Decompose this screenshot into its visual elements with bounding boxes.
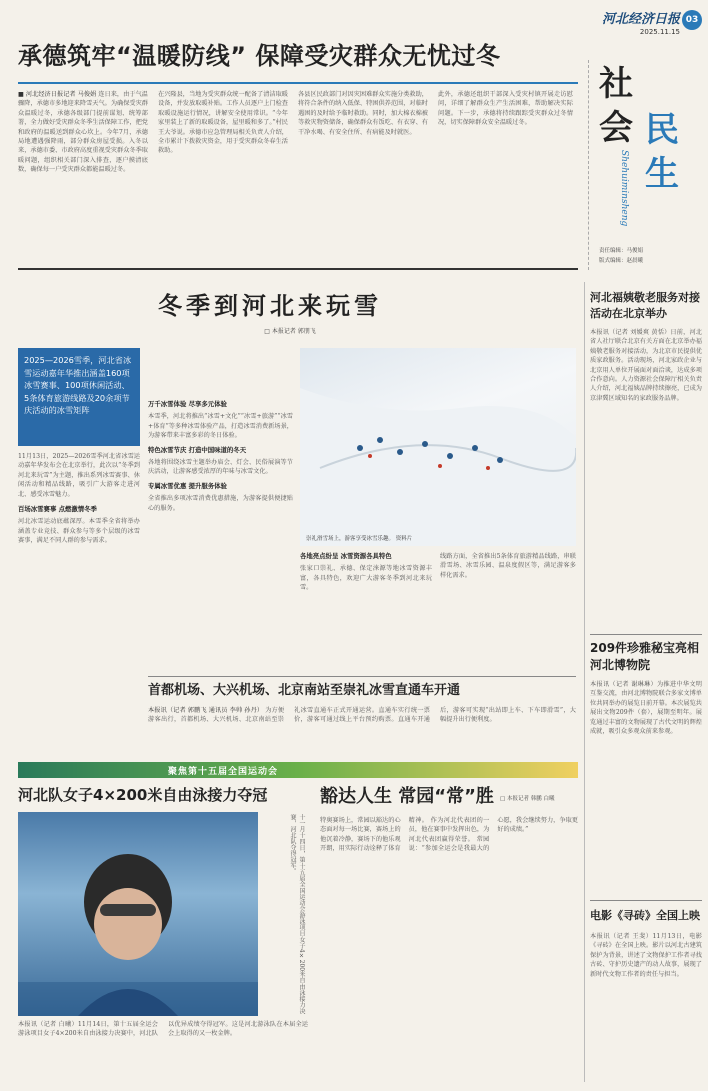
swim-headline: 河北队女子4×200米自由泳接力夺冠 bbox=[18, 786, 268, 804]
winter-col-mid-1 bbox=[148, 400, 293, 670]
right-rule-2 bbox=[590, 900, 702, 901]
section-editor: 责任编辑：马俊娟 bbox=[599, 248, 644, 254]
swimmer-illustration bbox=[18, 812, 258, 1016]
masthead bbox=[570, 6, 702, 46]
right-headline-3: 电影《寻砖》全国上映 bbox=[590, 909, 700, 922]
changyuan-body-2: 作为河北代表团的一员，他在赛事中发挥出色，为河北代表团赢得荣誉。 bbox=[408, 817, 490, 843]
right-headline-1: 河北福姨敬老服务对接活动在北京举办 bbox=[590, 291, 700, 320]
swim-body: 本报讯（记者 白曦）11月14日，第十五届全运会游泳项目女子4×200米自由泳接力决赛中，河北队以优异成绩夺得冠军。这是河北游泳队在本届全运会上取得的又一枚金牌。 bbox=[18, 1021, 308, 1038]
lead-headline: 承德筑牢“温暖防线” 保障受灾群众无忧过冬 bbox=[18, 42, 501, 70]
national-games-banner bbox=[18, 762, 578, 778]
lead-rule bbox=[18, 82, 578, 84]
right-rule-1 bbox=[590, 634, 702, 635]
right-headline-2: 209件珍雅秘宝亮相河北博物院 bbox=[590, 641, 700, 672]
lead-col-2: 在兴隆县，当地为受灾群众统一配备了清洁取暖设备，并发放取暖补贴。工作人员逐户上门检查取暖设施运行情况，讲解安全使用常识。“今年家里装上了新的取暖设备，屋里暖和多了。”村民王大爷说。承德市应急管理局相关负责人介绍，全市累计下拨救灾资金，用于受灾群众冬春生活救助。 bbox=[158, 91, 288, 155]
section-title-3: 民 bbox=[645, 110, 679, 150]
winter-mid-body-2: 各地将围绕冰雪主题举办庙会、灯会、民俗展演等节庆活动，让游客感受浓厚的年味与冰雪文化。 bbox=[148, 459, 293, 476]
masthead-paper-name: 河北经济日报 bbox=[601, 12, 680, 27]
lead-col-3: 各县区民政部门对因灾困难群众实施分类救助，将符合条件的纳入低保、特困供养范围，对临时遇困的及时给予临时救助。同时，加大棉衣棉被等救灾物资储备，确保群众有饭吃、有衣穿、有干净水喝、有安全住所、有病能及时就医。 bbox=[298, 91, 428, 136]
swim-side-caption: 十一月十四日，第十五届全国运动会游泳项目女子4×200米自由泳接力决赛，河北队夺得冠军。 bbox=[289, 814, 305, 1014]
right-column-divider bbox=[584, 282, 585, 1082]
winter-mid-body-1: 本雪季，河北将推出“冰雪+文化”“冰雪+旅游”“冰雪+体育”等多种冰雪体验产品，打造冰雪消费新场景，为游客带来丰富多彩的冬日体验。 bbox=[148, 413, 293, 440]
airport-rule bbox=[148, 676, 576, 677]
section-pinyin: Shehuiminsheng bbox=[619, 150, 629, 227]
section-designer: 版式编辑：赵晨曦 bbox=[599, 258, 644, 264]
winter-body-1: 11月13日，2025—2026雪季河北省冰雪运动嘉年华发布会在北京举行，此次以“冬季到河北来玩雪”为主题，推出系列冰雪赛事、休闲活动和精品线路，吸引广大游客走进河北、感受冰雪魅力。 bbox=[18, 453, 140, 498]
right-text-3: 本报讯（记者 王斐）11月13日，电影《寻砖》在全国上映。影片以河北古建筑保护为背景，讲述了文物保护工作者寻找古砖、守护历史遗产的动人故事，展现了新时代文物工作者的责任与担当。 bbox=[590, 933, 702, 978]
winter-sub-2: 万千冰雪体验 尽享多元体验 bbox=[148, 400, 227, 408]
section-badge bbox=[588, 60, 701, 270]
section-title-4: 生 bbox=[645, 154, 679, 194]
winter-byline: □ 本报记者 郭朋飞 bbox=[264, 328, 316, 335]
skiers-illustration bbox=[300, 348, 576, 546]
lead-bottom-rule bbox=[18, 268, 578, 270]
swimmer-photo bbox=[18, 812, 258, 1016]
airport-headline: 首都机场、大兴机场、北京南站至崇礼冰雪直通车开通 bbox=[148, 683, 461, 698]
section-title-2: 会 bbox=[599, 108, 633, 148]
right-text-1: 本报讯（记者 刘媛爽 黄恬）日前，河北省人社厅联合北京有关方面在北京举办福姨敬老服务对接活动，为北京市民提供优质家政服务。活动现场，河北家政企业与北京用人单位开展面对面洽谈，达成多项合作意向。人力资源社会保障厅相关负责人介绍，河北福姨品牌持续擦亮，已成为京津冀区域知名的家政服务品牌。 bbox=[590, 329, 702, 402]
airport-body bbox=[148, 706, 576, 756]
banner-label: 聚焦第十五届全国运动会 bbox=[168, 767, 279, 777]
winter-col-left bbox=[18, 452, 140, 722]
right-text-2: 本报讯（记者 谢琳琳）为推进中华文明互鉴交流，由河北博物院联合多家文博单位共同举办的展览日前开幕。本次展览共展出文物209件（套），展期至明年。展览通过丰富的文物展现了古代文明的辉煌成就，吸引众多观众前来参观。 bbox=[590, 681, 702, 736]
winter-mid-body-3: 全省推出多项冰雪消费优惠措施，为游客提供便捷贴心的服务。 bbox=[148, 495, 293, 512]
lead-col-1 bbox=[18, 90, 148, 260]
lead-intro: ■ 河北经济日报记者 马俊娟 bbox=[18, 91, 97, 98]
winter-sub-1: 百场冰雪赛事 点燃激情冬季 bbox=[18, 505, 97, 514]
winter-sub-4: 专属冰雪优惠 提升服务体验 bbox=[148, 481, 227, 490]
winter-col-mid-2 bbox=[300, 552, 432, 672]
winter-pull-quote: 2025—2026雪季，河北省冰雪运动嘉年华推出涵盖160项冰雪赛事、100项休闲活动、5条体育旅游线路及20余项节庆活动的冰雪矩阵 bbox=[18, 348, 140, 446]
winter-photo-caption: 崇礼滑雪场上，游客享受冰雪乐趣。 资料片 bbox=[306, 536, 413, 542]
changyuan-body-1: 特奥赛场上，常园以豁达的心态面对每一场比赛，赛场上的他沉着冷静，赛场下的他乐观开朗，用实际行动诠释了体育精神。 bbox=[320, 817, 429, 853]
changyuan-byline: □ 本报记者 韩鹏 白曦 bbox=[500, 796, 555, 802]
winter-headline: 冬季到河北来玩雪 bbox=[158, 292, 382, 320]
winter-sub-5: 各地亮点纷呈 冰雪资源各具特色 bbox=[300, 552, 392, 560]
section-title-1: 社 bbox=[599, 64, 633, 104]
changyuan-body-3: 常园说：“参加全运会是我最大的心愿，我会继续努力，争取更好的成绩。” bbox=[408, 817, 578, 853]
masthead-date: 2025.11.15 bbox=[639, 28, 680, 36]
winter-col-mid-3: 线路方面，全省推出5条体育旅游精品线路，串联滑雪场、冰雪乐园、温泉度假区等，满足游客多样化需求。 bbox=[440, 553, 576, 579]
winter-body-2: 河北冰雪运动底蕴深厚。本雪季全省将举办涵盖专业竞技、群众参与等多个层级的冰雪赛事，满足不同人群的参与需求。 bbox=[18, 518, 140, 545]
airport-byline: 本报讯（记者 郭鹏飞 通讯员 李帅 孙丹） bbox=[148, 707, 264, 714]
winter-photo bbox=[300, 348, 576, 546]
changyuan-body bbox=[320, 816, 578, 1084]
winter-sub-3: 特色冰雪节庆 打造中国味道的冬天 bbox=[148, 445, 247, 454]
lead-col-4: 此外，承德还组织干部深入受灾村镇开展走访慰问，详细了解群众生产生活困难，帮助解决实际问题。下一步，承德将持续跟踪受灾群众过冬情况，切实保障群众安全温暖过冬。 bbox=[438, 91, 573, 127]
page-number-badge: 03 bbox=[682, 10, 702, 30]
airport-text: 为方便游客出行，首都机场、大兴机场、北京南站至崇礼冰雪直通车正式开通运营。直通车实行统一票价，游客可通过线上平台预约购票。直通车开通后，游客可实现“出站即上车、下车即滑雪”，大幅提升出行便利度。 bbox=[148, 707, 576, 724]
changyuan-headline: 豁达人生 常园“常”胜 bbox=[320, 786, 494, 807]
winter-mid2-body: 张家口崇礼、承德、保定涞源等地冰雪资源丰富，各具特色，欢迎广大游客冬季到河北来玩雪。 bbox=[300, 565, 432, 592]
lead-col1-text: 连日来，由于气温骤降，承德市多地迎来降雪天气。为确保受灾群众温暖过冬，承德各级部门提前谋划、统筹部署，全力做好受灾群众冬季生活保障工作，把党和政府的温暖送到群众心坎上。今年7月，承德局地遭遇强降雨，部分群众房屋受损。入冬以来，承德市委、市政府高度重视受灾群众冬季取暖问题，组织相关部门深入排查，逐户摸清底数，确保每一户受灾群众都能温暖过冬。 bbox=[18, 91, 148, 174]
